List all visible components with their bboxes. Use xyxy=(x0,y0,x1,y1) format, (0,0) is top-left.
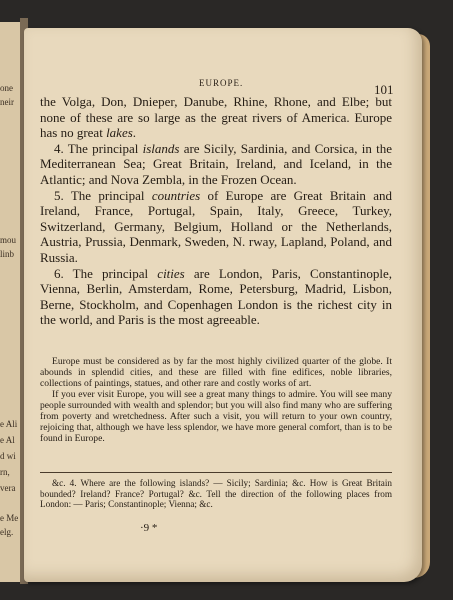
small-paragraph: Europe must be considered as by far the most highly civilized quarter of the globe. It abounds in splendid cities, and these are filled with fine edifices, noble libraries, collections of paintings, statues, and other rare and costly works of art. xyxy=(40,356,392,389)
signature-mark: ·9 * xyxy=(140,522,158,534)
paragraph: the Volga, Don, Dnieper, Danube, Rhine, Rhone, and Elbe; but none of these are so large as the great rivers of America. Europe has no great lakes. xyxy=(40,94,392,141)
page-number: 101 xyxy=(374,82,394,97)
left-page-fragment: e Ali xyxy=(0,419,18,429)
small-print-text xyxy=(40,356,392,444)
main-body-text xyxy=(40,94,392,328)
paragraph-islands: 4. The principal islands are Sicily, Sardinia, and Corsica, in the Mediterranean Sea; Great Britain, Ireland, and Iceland, in the Atlantic; and Nova Zembla, in the Frozen Ocean. xyxy=(40,140,392,187)
left-page-fragment: d wi xyxy=(0,451,16,461)
left-page-fragment: rn, xyxy=(0,467,10,477)
left-page-fragment: linb xyxy=(0,249,15,259)
review-questions: &c. 4. Where are the following islands? — Sicily; Sardinia; &c. How is Great Britain bounded? Ireland? France? Portugal? &c. Tell the direction of the following places from London: — Paris; Constantinople; Vienna; &c. xyxy=(40,478,392,510)
paragraph-countries: 5. The principal countries of Europe are Great Britain and Ireland, France, Portugal, Spain, Italy, Greece, Turkey, Switzerland, Germany, Belgium, Holland or the Netherlands, Austria, Prussia, Denmark, Sweden, N. rway, Lapland, Poland, and Russia. xyxy=(40,187,392,265)
left-page-fragment: neir xyxy=(0,97,14,107)
running-head: EUROPE. xyxy=(199,78,244,88)
left-page-fragment: vera xyxy=(0,483,16,493)
divider-rule xyxy=(40,472,392,473)
paragraph-cities: 6. The principal cities are London, Paris, Constantinople, Vienna, Berlin, Amsterdam, Rome, Petersburg, Madrid, Lisbon, Berne, Stockholm, and Copenhagen London is the richest city in the world, and Paris is the most agreeable. xyxy=(40,265,392,328)
small-paragraph: If you ever visit Europe, you will see a great many things to admire. You will see many people surrounded with wealth and splendor; but you will also find many who are suffering from poverty and wretchedness. After such a visit, you will return to your own country, rejoicing that, although we have less splendor, we have more general comfort, than is to be found in Europe. xyxy=(40,389,392,444)
left-page-fragment: one xyxy=(0,83,13,93)
left-page-fragment: e Me xyxy=(0,513,19,523)
left-page-fragment: mou xyxy=(0,235,17,245)
left-page-fragment: elg. xyxy=(0,527,14,537)
left-page-fragment: e Al xyxy=(0,435,15,445)
